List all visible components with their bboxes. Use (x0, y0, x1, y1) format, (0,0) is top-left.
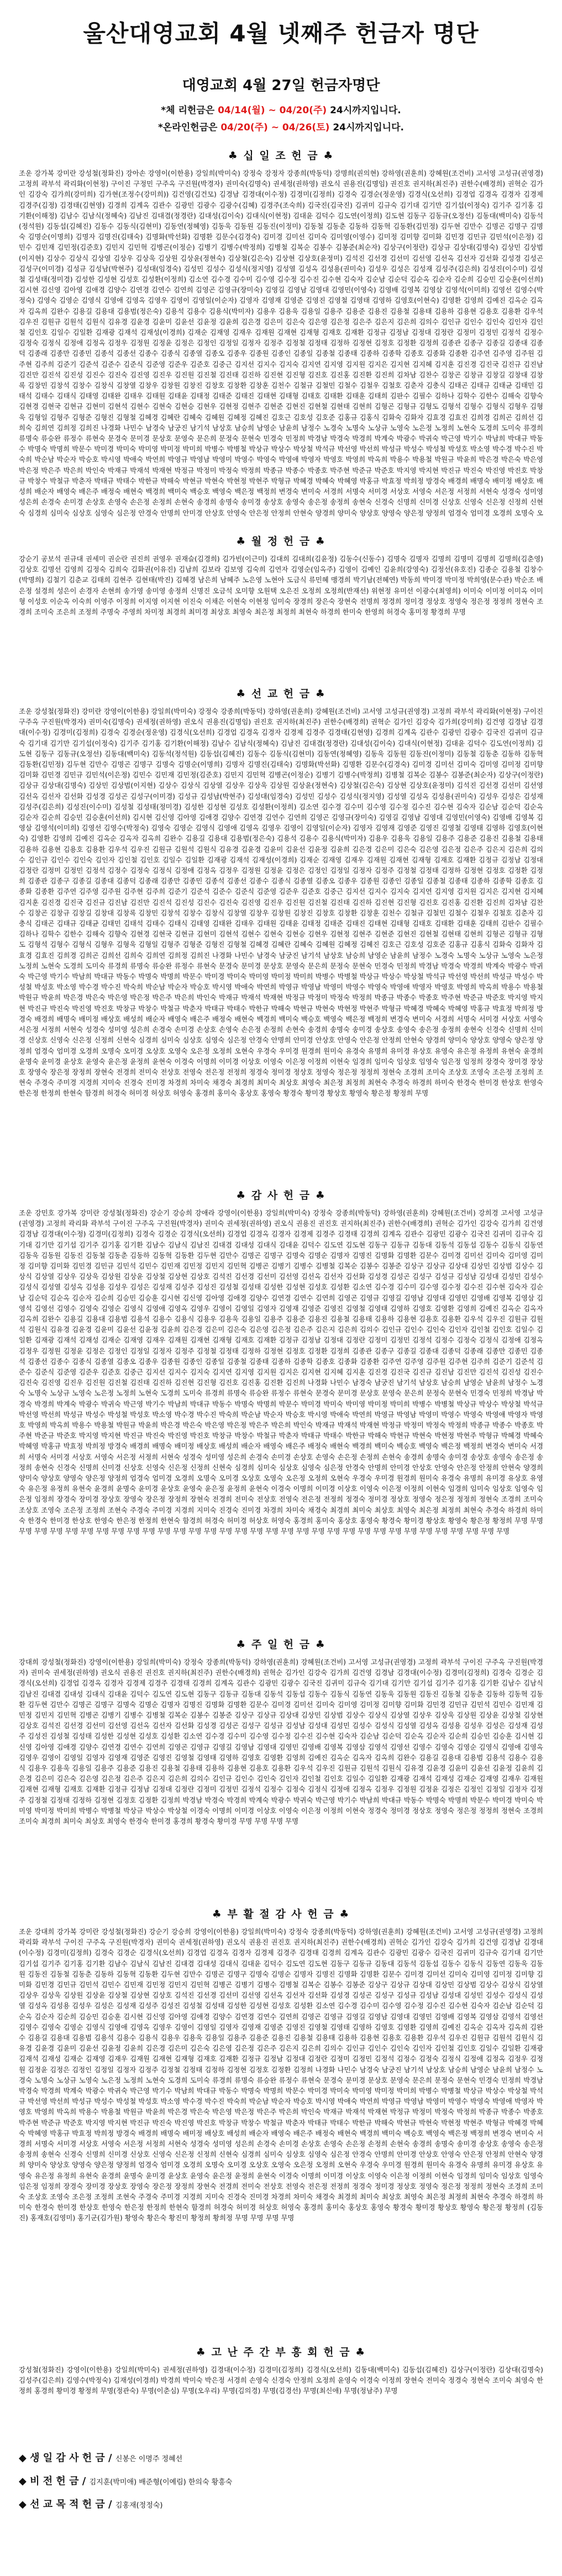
names-mission: 조운 강성철(정화진) 강미란 강영이(이한용) 강일희(박미숙) 강정숙 강종희(박동덕) 강하영(권훈희) 강혜원(조건비) 고서영 고성규(권영경) 고정희 곽부석 곽리화(이현정) 구이진 구주옥 구진원(박경자) 권미숙(김명숙) 권세정(권하영) 권오식 권용진(김명임) 권진호 권지하(최진주) 권한수(배경희) 권혁순 김가인 김강숙 김가희(강미희) 김건영 김경남 김경대(이수정) 김경미(김정희) 김경숙 김경순(정운영) 김경식(오선희) 김경업 김경옥 김경자 김경제 김경주 김경태(김현영) 김경희 김계옥 김관수 김광민 김광수 김국진 김귀미 김규숙 김기대 김기만 김기섭(이정숙) 김기주 김기홍 김기환(이해정) 김남수 김남식(정혜숙) 김남진 김대겸(정경란) 김대성(김이숙) 김대식(이현정) 김대윤 김덕수 김도연(이정희) 김도현 김동구 김동규(오정선) 김동대(백미숙) 김동석(정석원) 김동섭(김혜진) 김동수 김동식(김현미) 김동연(정혜영) 김동욱 김동원 김동진(이정미) 김동철 김동춘 김동하 김동혁 김동환(김민정) 김두현 김만수 김명곤 김명구 김명숙 김명순(이명희) 김명자 김명진(김태숙) 김명화(박선화) 김명환 김문수(김경숙) 김미경 김미선 김미숙 김미영 김미정 김미향 김미화 김민경 김민규 김민석(이은정) 김민수 김민재 김민정(김준호) 김민지 김민혁 김병곤(이정순) 김병기 김병수(박정희) 김병철 김복순 김봉수 김봉준(최순자) 김상구(이정란) 김상규 김상대(김명숙) 김상민 김상범(이지현) 김상수 김상식 김상열 김상우 김상욱 김상원 김상윤(정현숙) 김상철(김은숙) 김상현 김상호(윤정미) 김석진 김선경 김선미 김선영 김선옥 김선자 김선화 김성경 김성곤 김성구(이미경) 김성규 김성남(박현주) 김성대(임경숙) 김성민 김성수 김성식(정지영) 김성열 김성옥 김성용(권미숙) 김성우 김성은 김성재 김성주(김은희) 김성진(이수미) 김성철 김성태(정미경) 김성한 김성현 김성호 김성환(이정희) 김소연 김수경 김수미 김수영 김수정 김수진 김수현 김숙자 김순남 김순덕 김순옥 김순자 김순희 김승민 김승훈(이선희) 김시현 김신영 김아영 김애경 김양수 김연경 김연수 김연희 김영곤 김영규(장미숙) 김영길 김영남 김영대 김영민(이영숙) 김영배 김영복 김영삼 김영석(이미희) 김영선 김영수(박정숙) 김영숙 김영순 김영식 김영애 김영옥 김영우 김영이 김영일(이순자) 김영자 김영재 김영준 김영진 김영철 김영태 김영하 김영호(이현숙) 김영환 김영희 김예진 김옥순 김옥자 김옥희 김완수 김용길 김용대 김용범(정은숙) 김용석 김용수 김용식(박미자) 김용우 김용욱 김용일 김용주 김용준 김용진 김용철 김용태 김용하 김용현 김용호 김용환 김우석 김우진 김원규 김원석 김원식 김유경 김윤경 김윤미 김윤선 김윤정 김윤희 김은경 김은미 김은숙 김은영 김은정 김은주 김은지 김은희 김의수 김인규 김인수 김인숙 김인자 김인철 김인호 김일수 김일환 김재광 김재석 김재성(이경희) 김재순 김재영 김재우 김재원 김재현 김재형 김재호 김재환 김정규 김정남 김정대 김정란 김정미 김정민 김정석 김정수 김정숙 김정식 김정애 김정옥 김정우 김정원 김정윤 김정은 김정인 김정일 김정자 김정주 김정철 김정태 김정하 김정현 김정호 김정환 김정희 김종관 김종구 김종길 김종대 김종덕 김종래 김종만 김종민 김종석 김종선 김종수 김종식 김종열 김종오 김종우 김종원 김종인 김종일 김종철 김종태 김종하 김종학 김종호 김종화 김종환 김주연 김주영 김주원 김주현 김주희 김준기 김준석 김준수 김준식 김준영 김준우 김준호 김중근 김지선 김지수 김지숙 김지연 김지영 김지원 김지은 김지현 김지혜 김지훈 김진경 김진국 김진규 김진남 김진만 김진석 김진성 김진수 김진숙 김진영 김진우 김진원 김진철 김진태 김진하 김진현 김진형 김진호 김진홍 김진환 김진희 김차남 김찬수 김창곤 김창규 김창길 김창대 김창록 김창민 김창석 김창수 김창식 김창열 김창우 김창원 김창진 김창호 김창환 김창훈 김천수 김철규 김철민 김철수 김철우 김철호 김춘자 김충식 김태곤 김태규 김태균 김태민 김태석 김태수 김태식 김태영 김태완 김태우 김태원 김태윤 김태정 김태준 김태진 김태현 김태형 김태호 김태환 김태훈 김태희 김판수 김필수 김하나 김학수 김한수 김해숙 김향숙 김현경 김현국 김현규 김현미 김현석 김현수 김현숙 김현승 김현우 김현정 김현주 김현준 김현진 김현철 김현태 김현희 김형곤 김형규 김형도 김형석 김형수 김형식 김형우 김형욱 김형일 김형주 김형준 김형진 김형철 김혜경 김혜란 김혜숙 김혜원 김혜정 김혜진 김호근 김호성 김호준 김홍규 김홍식 김화숙 김화자 김효경 김효진 김희경 김희곤 김희선 김희숙 김희연 김희정 김희진 나경화 나민수 남경숙 남궁진 남기석 남상호 남승희 남영순 남윤희 남정수 노경숙 노명숙 노상규 노영숙 노은정 노정희 노현숙 도경희 도미숙 류경희 류명숙 류승완 류정수 류현숙 문경숙 문미경 문상호 문영숙 문은희 문정숙 문현숙 민경숙 민정희 박경남 박경숙 박경희 박계숙 박광수 박귀숙 박근영 박기수 박남희 박대규 박동수 박명숙 박명희 박문수 박미경 박미숙 박미영 박미정 박미희 박병수 박병철 박상규 박상수 박상철 박석규 박선영 박선희 박성규 박성수 박성철 박성호 박소영 박수경 박수진 박숙희 박순남 박순자 박승호 박시영 박애숙 박연희 박영규 박영남 박영미 박영수 박영숙 박영애 박영자 박영호 박영희 박옥희 박용수 박용철 박원규 박윤희 박은경 박은숙 박은영 박은정 박은주 박은희 박인숙 박재규 박재석 박재현 박정규 박정미 박정숙 박정희 박종규 박종수 박종호 박주현 박준규 박준호 박지영 박지현 박진규 박진숙 박진영 박진호 박창규 박창수 박철규 박춘자 박태규 박태수 박한규 박해숙 박현규 박현숙 박현정 박현주 박형규 박혜경 박혜숙 박혜영 박홍규 박효정 박희정 방경숙 배경희 배명숙 배미정 배상호 배성희 배순자 배영숙 배은주 배정숙 배현숙 백경희 백미숙 백승호 백영숙 백은정 백정희 변경숙 변미숙 서경희 서명숙 서미경 서상호 서영숙 서은정 서정희 서현숙 성경숙 성미영 성은희 손경숙 손미경 손상호 손영숙 손은정 손정희 손현숙 송경희 송명숙 송미경 송상호 송영숙 송은정 송정희 송현숙 신경숙 신명희 신미경 신상호 신영숙 신은정 신정희 신현숙 심경희 심미숙 심상호 심영숙 심은정 안경숙 안명희 안미경 안상호 안영숙 안은정 안정희 안현숙 양경희 양미숙 양상호 양영숙 양은정 양정희 엄경숙 엄미경 오경희 오명숙 오미경 오상호 오영숙 오은정 오정희 오현숙 우경숙 우미경 원경희 원미숙 유경숙 유명희 유미경 유상호 유영숙 유은정 유정희 유현숙 윤경희 윤명숙 윤미경 윤상호 윤영숙 윤은정 윤정희 윤현숙 이경숙 이명희 이미경 이상호 이영숙 이은정 이정희 이현숙 임경희 임미숙 임상호 임영숙 임은정 임정희 장경숙 장미경 장상호 장영숙 장은정 장정희 장현숙 전경희 전미숙 전상호 전영숙 전은정 전정희 정경숙 정미경 정상호 정영숙 정은정 정정희 정현숙 조경희 조미숙 조상호 조영숙 조은정 조정희 조현숙 주경숙 주미경 지경희 지미숙 진경숙 진미경 차경희 차미숙 채경숙 최경희 최미숙 최상호 최영숙 최은정 최정희 최현숙 추경숙 하경희 하미숙 한경숙 한미경 한상호 한영숙 한은정 한정희 한현숙 함경희 허경숙 허미경 허상호 허영숙 홍경희 홍미숙 홍상호 홍영숙 황경숙 황미경 황상호 황영숙 황은정 황정희 무명 (19, 707, 543, 1098)
section-title-monthly: ♣ 월 정 헌 금 ♣ (236, 535, 326, 547)
names-sunday: 강대희 강성철(정화진) 강영이(이한용) 강일희(박미숙) 강정숙 강종희(박동덕) 강하영(권훈희) 강혜원(조건비) 고서영 고성규(권영경) 고정희 곽부석 구이진 구주옥 구진원(박경자) 권미숙 권세정(권하영) 권오식 권용진 권진호 권지하(최진주) 권한수(배경희) 권혁순 김가인 김강숙 김가희 김건영 김경남 김경대(이수정) 김경미(김정희) 김경숙 김경순 김경식(오선희) 김경업 김경옥 김경자 김경제 김경주 김경태 김경희 김계옥 김관수 김광민 김광수 김국진 김귀미 김규숙 김기대 김기만 김기섭 김기주 김기홍 김기환 김남수 김남식 김남진 김대겸 김대성 김대식 김대윤 김덕수 김도연 김도현 김동구 김동규 김동대 김동석 김동섭 김동수 김동식 김동연 김동욱 김동원 김동진 김동철 김동춘 김동하 김동혁 김동환 김두현 김만수 김명곤 김명구 김명숙 김명순 김명자 김명진 김명화 김명환 김문수 김미경 김미선 김미숙 김미영 김미정 김미향 김미화 김민경 김민규 김민석 김민수 김민재 김민정 김민지 김민혁 김병곤 김병기 김병수 김병철 김복순 김봉수 김봉준 김상구 김상규 김상대 김상민 김상범 김상수 김상식 김상열 김상우 김상욱 김상원 김상윤 김상철 김상현 김상호 김석진 김선경 김선미 김선영 김선옥 김선자 김선화 김성경 김성곤 김성구 김성규 김성남 김성대 김성민 김성수 김성식 김성열 김성옥 김성용 김성우 김성은 김성재 김성주 김성진 김성철 김성태 김성한 김성현 김성호 김성환 김소연 김수경 김수미 김수영 김수정 김수진 김수현 김숙자 김순남 김순덕 김순옥 김순자 김순희 김승민 김승훈 김시현 김신영 김아영 김애경 김양수 김연경 김연수 김연희 김영곤 김영규 김영길 김영남 김영대 김영민 김영배 김영복 김영삼 김영석 김영선 김영수 김영숙 김영순 김영식 김영애 김영옥 김영우 김영이 김영일 김영자 김영재 김영준 김영진 김영철 김영태 김영하 김영호 김영환 김영희 김예진 김옥순 김옥자 김옥희 김완수 김용길 김용대 김용범 김용석 김용수 김용식 김용우 김용욱 김용일 김용주 김용준 김용진 김용철 김용태 김용하 김용현 김용호 김용환 김우석 김우진 김원규 김원석 김원식 김유경 김윤경 김윤미 김윤선 김윤정 김윤희 김은경 김은미 김은숙 김은영 김은정 김은주 김은지 김은희 김의수 김인규 김인수 김인숙 김인자 김인철 김인호 김일수 김일환 김재광 김재석 김재성 김재순 김재영 김재우 김재원 김재현 김재형 김재호 김재환 김정규 김정남 김정대 김정란 김정미 김정민 김정석 김정수 김정숙 김정식 김정애 김정옥 김정우 김정원 김정윤 김정은 김정인 김정일 김정자 김정주 김정철 김정태 김정하 김정현 김정호 김정환 김정희 박경남 박경숙 박경희 박계숙 박광수 박귀숙 박근영 박기수 박남희 박대규 박동수 박명숙 박명희 박문수 박미경 박미숙 박미영 박미정 박미희 박병수 박병철 박상규 박상수 박상철 이경숙 이명희 이미경 이상호 이영숙 이은정 이정희 이현숙 정경숙 정미경 정상호 정영숙 정은정 정정희 정현숙 조경희 조미숙 최경희 최미숙 최상호 최영숙 한경숙 한미경 홍경희 황경숙 황미경 무명 무명 무명 무명 (19, 1658, 543, 1826)
period-online-line (19, 119, 543, 133)
birthday-offering-line (19, 2450, 543, 2464)
section-monthly (19, 533, 543, 671)
section-easter (19, 1906, 543, 2330)
section-thanksgiving (19, 1187, 543, 1622)
period-print-range: 04/14(월) ~ 04/20(주) (218, 105, 327, 116)
birthday-offering-names: 신봉은 이명주 정혜선 (115, 2455, 183, 2463)
birthday-offering-label: ◆ 생 일 감 사 헌 금 / (19, 2452, 112, 2464)
names-monthly: 강순기 공보석 권규대 권세미 권순란 권진희 권영우 권재슬(김경희) 김가빈(이근미) 김대희 김대희(김윤정) 김동수(신동수) 김명숙 김명자 김명희 김명미 김명희 김명희(김춘영) 김상호 김명선 김영희 김정숙 김희숙 김화권(이유진) 김남희 김보라 김보영 김숙희 김연자 김영순(임옥주) 김영이 김예인 김윤희(강영숙) 김정선(유호진) 김종순 김용철 김창수(박명희) 김철기 김춘교 김태희 김현주 김현태(박진) 김혜경 남은희 남혜주 노은영 노현아 도금식 류민혜 맹경희 박기남(전혜연) 박동희 박미경 박미정 박희영(문수관) 박순조 배은정 설경희 성은이 손경자 손현희 송가영 송미영 송정희 신명진 오금석 오미향 오원택 오은진 오정희 오정희(반재선) 위현정 유미선 이광수(최영희) 이미숙 이미정 이미옥 이미형 이성호 이순옥 이숙희 이영주 이정희 이지영 이지현 이진숙 이채은 이현숙 이현정 임미숙 장경희 장은숙 장현숙 전명희 정경희 정미경 정상호 정영숙 정은정 정정희 정현숙 조경희 조미숙 조은희 조정희 주명숙 주영희 차미정 최경희 최미경 최상호 최영숙 최은정 최정희 최현숙 하경희 한미숙 한영희 허경숙 홍미정 황경희 무명 (19, 555, 543, 617)
section-title-easter: ♣ 부 활 절 감 사 헌 금 ♣ (212, 1908, 350, 1920)
mission-purpose-offering-line (19, 2496, 543, 2511)
section-mission (19, 686, 543, 1173)
period-online-prefix: *온라인헌금은 (158, 122, 221, 133)
spacer (19, 56, 543, 67)
vision-offering-line (19, 2473, 543, 2488)
section-sunday (19, 1636, 543, 1892)
period-online-range: 04/20(주) ~ 04/26(토) (220, 122, 330, 133)
section-title-sunday: ♣ 주 일 헌 금 ♣ (236, 1639, 326, 1651)
mission-purpose-offering-label: ◆ 선 교 목 적 헌 금 / (19, 2499, 112, 2510)
footer-offerings (19, 2450, 543, 2511)
section-title-mission: ♣ 선 교 헌 금 ♣ (236, 688, 326, 700)
mission-purpose-offering-names: 김홍재(정정숙) (115, 2501, 163, 2510)
section-title-thanksgiving: ♣ 감 사 헌 금 ♣ (236, 1189, 326, 1202)
section-tithe (19, 147, 543, 519)
period-online-suffix: 24시까지입니다. (329, 122, 404, 133)
page-subtitle: 대영교회 4월 27일 헌금자명단 (182, 77, 380, 94)
section-passion-revival (19, 2344, 543, 2428)
names-easter: 조운 강대희 강가복 강미란 강성철(정화진) 강순기 강승희 강영이(이한용) 강일희(박미숙) 강정숙 강종희(박동덕) 강하영(권훈희) 강혜원(조건비) 고서영 고성규(권영경) 고정희 곽리화 곽부석 구이진 구주옥 구진원(박경자) 권미숙 권세정(권하영) 권오식 권용진 권진호 권지하(최진주) 권한수(배경희) 권혁순 김가인 김강숙 김가희 김건영 김경남 김경대(이수정) 김경미(김정희) 김경숙 김경순 김경식(오선희) 김경업 김경옥 김경자 김경제 김경주 김경태 김경희 김계옥 김관수 김광민 김광수 김국진 김귀미 김규숙 김기대 김기만 김기섭 김기주 김기홍 김기환 김남수 김남식 김남진 김대겸 김대성 김대식 김대윤 김덕수 김도연 김도현 김동구 김동규 김동대 김동석 김동섭 김동수 김동식 김동연 김동욱 김동원 김동진 김동철 김동춘 김동하 김동혁 김동환 김두현 김만수 김명곤 김명구 김명숙 김명순 김명자 김명진 김명화 김명환 김문수 김미경 김미선 김미숙 김미영 김미정 김미향 김미화 김민경 김민규 김민석 김민수 김민재 김민정 김민지 김민혁 김병곤 김병기 김병수 김병철 김복순 김봉수 김봉준 김상구 김상규 김상대 김상민 김상범 김상수 김상식 김상열 김상우 김상욱 김상원 김상윤 김상철 김상현 김상호 김석진 김선경 김선미 김선영 김선옥 김선자 김선화 김성경 김성곤 김성구 김성규 김성남 김성대 김성민 김성수 김성식 김성열 김성옥 김성용 김성우 김성은 김성재 김성주 김성진 김성철 김성태 김성한 김성현 김성호 김성환 김소연 김수경 김수미 김수영 김수정 김수진 김수현 김숙자 김순남 김순덕 김순옥 김순자 김순희 김승민 김승훈 김시현 김신영 김아영 김애경 김양수 김연경 김연수 김연희 김영곤 김영규 김영길 김영남 김영대 김영민 김영배 김영복 김영삼 김영석 김영선 김영수 김영숙 김영순 김영식 김영애 김영옥 김영우 김영이 김영일 김영자 김영재 김영준 김영진 김영철 김영태 김영하 김영호 김영환 김영희 김예진 김옥순 김옥자 김옥희 김완수 김용길 김용대 김용범 김용석 김용수 김용식 김용우 김용욱 김용일 김용주 김용준 김용진 김용철 김용태 김용하 김용현 김용호 김용환 김우석 김우진 김원규 김원석 김원식 김유경 김윤경 김윤미 김윤선 김윤정 김윤희 김은경 김은미 김은숙 김은영 김은정 김은주 김은지 김은희 김의수 김인규 김인수 김인숙 김인자 김인철 김인호 김일수 김일환 김재광 김재석 김재성 김재순 김재영 김재우 김재원 김재현 김재형 김재호 김재환 김정규 김정남 김정대 김정란 김정미 김정민 김정석 김정수 김정숙 김정식 김정애 김정옥 김정우 김정원 김정윤 김정은 김정인 김정일 김정자 김정주 김정철 김정태 김정하 김정현 김정호 김정환 김정희 나경화 나민수 남경숙 남궁진 남기석 남상호 남승희 남영순 남윤희 남정수 노경숙 노명숙 노상규 노영숙 노은정 노정희 노현숙 도경희 도미숙 류경희 류명숙 류승완 류정수 류현숙 문경숙 문미경 문상호 문영숙 문은희 문정숙 문현숙 민경숙 민정희 박경남 박경숙 박경희 박계숙 박광수 박귀숙 박근영 박기수 박남희 박대규 박동수 박명숙 박명희 박문수 박미경 박미숙 박미영 박미정 박미희 박병수 박병철 박상규 박상수 박상철 박석규 박선영 박선희 박성규 박성수 박성철 박성호 박소영 박수경 박수진 박숙희 박순남 박순자 박승호 박시영 박애숙 박연희 박영규 박영남 박영미 박영수 박영숙 박영애 박영자 박영호 박영희 박옥희 박용수 박용철 박원규 박윤희 박은경 박은숙 박은영 박은정 박은주 박은희 박인숙 박재규 박재석 박재현 박정규 박정미 박정숙 박정희 박종규 박종수 박종호 박주현 박준규 박준호 박지영 박지현 박진규 박진숙 박진영 박진호 박창규 박창수 박철규 박춘자 박태규 박태수 박한규 박해숙 박현규 박현숙 박현정 박현주 박형규 박혜경 박혜숙 박혜영 박홍규 박효정 박희정 방경숙 배경희 배명숙 배미정 배상호 배성희 배순자 배영숙 배은주 배정숙 배현숙 백경희 백미숙 백승호 백영숙 백은정 백정희 변경숙 변미숙 서경희 서명숙 서미경 서상호 서영숙 서은정 서정희 서현숙 성경숙 성미영 성은희 손경숙 손미경 손상호 손영숙 손은정 손정희 손현숙 송경희 송명숙 송미경 송상호 송영숙 송은정 송정희 송현숙 신경숙 신명희 신미경 신상호 신영숙 신은정 신정희 신현숙 심경희 심미숙 심상호 심영숙 심은정 안경숙 안명희 안미경 안상호 안영숙 안은정 안정희 안현숙 양경희 양미숙 양상호 양영숙 양은정 양정희 엄경숙 엄미경 오경희 오명숙 오미경 오상호 오영숙 오은정 오정희 오현숙 우경숙 우미경 원경희 원미숙 유경숙 유명희 유미경 유상호 유영숙 유은정 유정희 유현숙 윤경희 윤명숙 윤미경 윤상호 윤영숙 윤은정 윤정희 윤현숙 이경숙 이명희 이미경 이상호 이영숙 이은정 이정희 이현숙 임경희 임미숙 임상호 임영숙 임은정 임정희 장경숙 장미경 장상호 장영숙 장은정 장정희 장현숙 전경희 전미숙 전상호 전영숙 전은정 전정희 정경숙 정미경 정상호 정영숙 정은정 정정희 정현숙 조경희 조미숙 조상호 조영숙 조은정 조정희 조현숙 주경숙 주미경 지경희 지미숙 진경숙 진미경 차경희 차미숙 채경숙 최경희 최미숙 최상호 최영숙 최은정 최정희 최현숙 추경숙 하경희 하미숙 한경숙 한미경 한상호 한영숙 한은정 한정희 한현숙 함경희 허경숙 허미경 허상호 허영숙 홍경희 홍미숙 홍상호 홍영숙 황경숙 황미경 황상호 황영숙 황은정 황정희 (김동진) 홍재호(김영미) 홍기군(김가원) 황영숙 황은숙 황진미 황정희 황희정 무명 무명 무명 무명 (19, 1927, 543, 2222)
names-thanksgiving: 조운 강민호 강가복 강미란 강성철(정화진) 강순기 강승희 강애라 강영이(이한용) 강일희(박미숙) 강정숙 강종희(박동덕) 강하영(권훈희) 강혜원(조건비) 강희경 고서영 고성규(권영경) 고정희 곽리화 곽부석 구이진 구주옥 구진원(박경자) 권미숙 권세정(권하영) 권오식 권용진 권진호 권지하(최진주) 권한수(배경희) 권혁순 김가인 김강숙 김가희 김건영 김경남 김경대(이수정) 김경미(김정희) 김경숙 김경순 김경식(오선희) 김경업 김경옥 김경자 김경제 김경주 김경태 김경희 김계옥 김관수 김광민 김광수 김국진 김귀미 김규숙 김기대 김기만 김기섭 김기주 김기홍 김기환 김남수 김남식 김남진 김대겸 김대성 김대식 김대윤 김덕수 김도연 김도현 김동구 김동규 김동대 김동석 김동섭 김동수 김동식 김동연 김동욱 김동원 김동진 김동철 김동춘 김동하 김동혁 김동환 김두현 김만수 김명곤 김명구 김명숙 김명순 김명자 김명진 김명화 김명환 김문수 김미경 김미선 김미숙 김미영 김미정 김미향 김미화 김민경 김민규 김민석 김민수 김민재 김민정 김민지 김민혁 김병곤 김병기 김병수 김병철 김복순 김봉수 김봉준 김상구 김상규 김상대 김상민 김상범 김상수 김상식 김상열 김상우 김상욱 김상원 김상윤 김상철 김상현 김상호 김석진 김선경 김선미 김선영 김선옥 김선자 김선화 김성경 김성곤 김성구 김성규 김성남 김성대 김성민 김성수 김성식 김성열 김성옥 김성용 김성우 김성은 김성재 김성주 김성진 김성철 김성태 김성한 김성현 김성호 김성환 김소연 김수경 김수미 김수영 김수정 김수진 김수현 김숙자 김순남 김순덕 김순옥 김순자 김순희 김승민 김승훈 김시현 김신영 김아영 김애경 김양수 김연경 김연수 김연희 김영곤 김영규 김영길 김영남 김영대 김영민 김영배 김영복 김영삼 김영석 김영선 김영수 김영숙 김영순 김영식 김영애 김영옥 김영우 김영이 김영일 김영자 김영재 김영준 김영진 김영철 김영태 김영하 김영호 김영환 김영희 김예진 김옥순 김옥자 김옥희 김완수 김용길 김용대 김용범 김용석 김용수 김용식 김용우 김용욱 김용일 김용주 김용준 김용진 김용철 김용태 김용하 김용현 김용호 김용환 김우석 김우진 김원규 김원석 김원식 김유경 김윤경 김윤미 김윤선 김윤정 김윤희 김은경 김은미 김은숙 김은영 김은정 김은주 김은지 김은희 김의수 김인규 김인수 김인숙 김인자 김인철 김인호 김일수 김일환 김재광 김재석 김재성 김재순 김재영 김재우 김재원 김재현 김재형 김재호 김재환 김정규 김정남 김정대 김정란 김정미 김정민 김정석 김정수 김정숙 김정식 김정애 김정옥 김정우 김정원 김정윤 김정은 김정인 김정일 김정자 김정주 김정철 김정태 김정하 김정현 김정호 김정환 김정희 김종관 김종구 김종길 김종대 김종덕 김종래 김종만 김종민 김종석 김종선 김종수 김종식 김종열 김종오 김종우 김종원 김종인 김종일 김종철 김종태 김종하 김종학 김종호 김종화 김종환 김주연 김주영 김주원 김주현 김주희 김준기 김준석 김준수 김준식 김준영 김준우 김준호 김중근 김지선 김지수 김지숙 김지연 김지영 김지원 김지은 김지현 김지혜 김지훈 김진경 김진국 김진규 김진남 김진만 김진석 김진성 김진수 김진숙 김진영 김진우 김진원 김진철 김진태 김진하 김진현 김진형 김진호 김진홍 김진환 김진희 나경화 나민수 남경숙 남궁진 남기석 남상호 남승희 남영순 남윤희 남정수 노경숙 노명숙 노상규 노영숙 노은정 노정희 노현숙 도경희 도미숙 류경희 류명숙 류승완 류정수 류현숙 문경숙 문미경 문상호 문영숙 문은희 문정숙 문현숙 민경숙 민정희 박경남 박경숙 박경희 박계숙 박광수 박귀숙 박근영 박기수 박남희 박대규 박동수 박명숙 박명희 박문수 박미경 박미숙 박미영 박미정 박미희 박병수 박병철 박상규 박상수 박상철 박석규 박선영 박선희 박성규 박성수 박성철 박성호 박소영 박수경 박수진 박숙희 박순남 박순자 박승호 박시영 박애숙 박연희 박영규 박영남 박영미 박영수 박영숙 박영애 박영자 박영호 박영희 박옥희 박용수 박용철 박원규 박윤희 박은경 박은숙 박은영 박은정 박은주 박은희 박인숙 박재규 박재석 박재현 박정규 박정미 박정숙 박정희 박종규 박종수 박종호 박주현 박준규 박준호 박지영 박지현 박진규 박진숙 박진영 박진호 박창규 박창수 박철규 박춘자 박태규 박태수 박한규 박해숙 박현규 박현숙 박현정 박현주 박형규 박혜경 박혜숙 박혜영 박홍규 박효정 박희정 방경숙 배경희 배명숙 배미정 배상호 배성희 배순자 배영숙 배은주 배정숙 배현숙 백경희 백미숙 백승호 백영숙 백은정 백정희 변경숙 변미숙 서경희 서명숙 서미경 서상호 서영숙 서은정 서정희 서현숙 성경숙 성미영 성은희 손경숙 손미경 손상호 손영숙 손은정 손정희 손현숙 송경희 송명숙 송미경 송상호 송영숙 송은정 송정희 송현숙 신경숙 신명희 신미경 신상호 신영숙 신은정 신정희 신현숙 심경희 심미숙 심상호 심영숙 심은정 안경숙 안명희 안미경 안상호 안영숙 안은정 안정희 안현숙 양경희 양미숙 양상호 양영숙 양은정 양정희 엄경숙 엄미경 오경희 오명숙 오미경 오상호 오영숙 오은정 오정희 오현숙 우경숙 우미경 원경희 원미숙 유경숙 유명희 유미경 유상호 유영숙 유은정 유정희 유현숙 윤경희 윤명숙 윤미경 윤상호 윤영숙 윤은정 윤정희 윤현숙 이경숙 이명희 이미경 이상호 이영숙 이은정 이정희 이현숙 임경희 임미숙 임상호 임영숙 임은정 임정희 장경숙 장미경 장상호 장영숙 장은정 장정희 장현숙 전경희 전미숙 전상호 전영숙 전은정 전정희 정경숙 정미경 정상호 정영숙 정은정 정정희 정현숙 조경희 조미숙 조상호 조영숙 조은정 조정희 조현숙 주경숙 주미경 지경희 지미숙 진경숙 진미경 차경희 차미숙 채경숙 최경희 최미숙 최상호 최영숙 최은정 최정희 최현숙 추경숙 하경희 하미숙 한경숙 한미경 한상호 한영숙 한은정 한정희 한현숙 함경희 허경숙 허미경 허상호 허영숙 홍경희 홍미숙 홍상호 홍영숙 황경숙 황미경 황상호 황영숙 황은정 황정희 무명 무명 무명 무명 무명 무명 무명 무명 무명 무명 무명 무명 무명 무명 무명 무명 무명 무명 무명 무명 무명 무명 무명 무명 무명 무명 무명 무명 무명 무명 무명 무명 무명 무명 (19, 1209, 543, 1536)
section-title-tithe: ♣ 십 일 조 헌 금 ♣ (228, 150, 334, 162)
vision-offering-label: ◆ 비 전 헌 금 / (19, 2475, 86, 2487)
names-passion-revival: 강성철(정화진) 강영이(이한용) 강일희(박미숙) 권세정(권하영) 김경대(이수정) 김경미(김정희) 김경식(오선희) 김동대(백미숙) 김동섭(김혜진) 김상구(이정란) 김상대(김명숙) 김성주(김은희) 김영수(박정숙) 김재성(이경희) 박경희 박미숙 박은정 서경희 손영숙 신경숙 안정희 오정희 윤영숙 이경숙 이정희 장현숙 전미숙 정경숙 정현숙 조미숙 최영숙 한정희 홍경희 황미경 황정희 무명(정관숙) 무명(이춘심) 무명(오우리) 무명(김의경) 무명(김경선) 무명(최신애) 무명(정남주) 무명 (19, 2366, 543, 2395)
period-print-line (19, 102, 543, 116)
section-title-passion-revival: ♣ 고 난 주 간 부 흥 회 헌 금 ♣ (196, 2346, 366, 2358)
names-tithe: 조운 강가복 강미란 강성철(정화진) 강아손 강영이(이한용) 강일희(박미숙) 강정숙 강정자 강종희(박동덕) 강명희(권의현) 강하영(권훈희) 강혜원(조건비) 고서영 고성규(권영경) 고정희 곽부석 곽리화(이현정) 구이진 구정민 구주옥 구진원(박경자) 권미숙(김명숙) 권세정(권하영) 권오식 권용진(김명임) 권진호 권지하(최진주) 권한수(배경희) 권혁순 김가인 김강숙 김가희(강미희) 김가현(조정수(강미희)) 김건영(김건모) 김경남 김경대(이수정) 김경미(김정희) 김경숙 김경순(정운영) 김경식(오선희) 김경업 김경옥 김경자 김경제 김경주(김정) 김경태(김현영) 김경희 김계옥 김관수 김광민 김광수 김광수(김혜) 김경주(조숙희) 김국진(김국진) 김귀미 김규숙 김기대 김기만 김기섭(이정숙) 김기주 김기홍 김기환(이해정) 김남수 김남식(정혜숙) 김남진 김대겸(정경란) 김대성(김이숙) 김대식(이현정) 김대윤 김덕수 김도연(이정희) 김도현 김동구 김동규(오정선) 김동대(백미숙) 김동석(정석원) 김동섭(김혜진) 김동수 김동식(김현미) 김동연(정혜영) 김동욱 김동원 김동진(이정미) 김동철 김동춘 김동하 김동혁 김동환(김민정) 김두현 김만수 김명곤 김명구 김명숙 김명순(이명희) 김명자 김명진(김태숙) 김명화(박선화) 김명환 김문수(김경숙) 김미경 김미선 김미숙 김미영(이영수) 김미정 김미향 김미화 김민경 김민규 김민석(이은정) 김민수 김민재 김민정(김준호) 김민지 김민혁 김병곤(이정순) 김병기 김병수(박정희) 김병철 김복순 김봉수 김봉준(최순자) 김상구(이정란) 김상규 김상대(김명숙) 김상민 김상범(이지현) 김상수 김상식 김상열 김상우 김상욱 김상원 김상윤(정현숙) 김상철(김은숙) 김상현 김상호(윤정미) 김석진 김선경 김선미 김선영 김선옥 김선자 김선화 김성경 김성곤 김성구(이미경) 김성규 김성남(박현주) 김성대(임경숙) 김성민 김성수 김성식(정지영) 김성열 김성옥 김성용(권미숙) 김성우 김성은 김성재 김성주(김은희) 김성진(이수미) 김성철 김성태(정미경) 김성한 김성현 김성호 김성환(이정희) 김소연 김수경 김수미 김수영 김수정 김수진 김수현 김숙자 김순남 김순덕 김순옥 김순자 김순희 김승민 김승훈(이선희) 김시현 김신영 김아영 김애경 김양수 김연경 김연수 김연희 김영곤 김영규(장미숙) 김영길 김영남 김영대 김영민(이영숙) 김영배 김영복 김영삼 김영석(이미희) 김영선 김영수(박정숙) 김영숙 김영순 김영식 김영애 김영옥 김영우 김영이 김영일(이순자) 김영자 김영재 김영준 김영진 김영철 김영태 김영하 김영호(이현숙) 김영환 김영희 김예진 김옥순 김옥자 김옥희 김완수 김용길 김용대 김용범(정은숙) 김용석 김용수 김용식(박미자) 김용우 김용욱 김용일 김용주 김용준 김용진 김용철 김용태 김용하 김용현 김용호 김용환 김우석 김우진 김원규 김원석 김원식 김유경 김윤경 김윤미 김윤선 김윤정 김윤희 김은경 김은미 김은숙 김은영 김은정 김은주 김은지 김은희 김의수 김인규 김인수 김인숙 김인자 김인철 김인호 김일수 김일환 김재광 김재석 김재성(이경희) 김재순 김재영 김재우 김재원 김재현 김재형 김재호 김재환 김정규 김정남 김정대 김정란 김정미 김정민 김정석 김정수 김정숙 김정식 김정애 김정옥 김정우 김정원 김정윤 김정은 김정인 김정일 김정자 김정주 김정철 김정태 김정하 김정현 김정호 김정환 김정희 김종관 김종구 김종길 김종대 김종덕 김종래 김종만 김종민 김종석 김종선 김종수 김종식 김종열 김종오 김종우 김종원 김종인 김종일 김종철 김종태 김종하 김종학 김종호 김종화 김종환 김주연 김주영 김주원 김주현 김주희 김준기 김준석 김준수 김준식 김준영 김준우 김준호 김중근 김지선 김지수 김지숙 김지연 김지영 김지원 김지은 김지현 김지혜 김지훈 김진경 김진국 김진규 김진남 김진만 김진석 김진성 김진수 김진숙 김진영 김진우 김진원 김진철 김진태 김진하 김진현 김진형 김진호 김진홍 김진환 김진희 김차남 김찬수 김창곤 김창규 김창길 김창대 김창록 김창민 김창석 김창수 김창식 김창열 김창우 김창원 김창진 김창호 김창환 김창훈 김천수 김철규 김철민 김철수 김철우 김철호 김춘자 김충식 김태곤 김태규 김태균 김태민 김태석 김태수 김태식 김태영 김태완 김태우 김태원 김태윤 김태정 김태준 김태진 김태현 김태형 김태호 김태환 김태훈 김태희 김판수 김필수 김하나 김학수 김한수 김해숙 김향숙 김현경 김현국 김현규 김현미 김현석 김현수 김현숙 김현승 김현우 김현정 김현주 김현준 김현진 김현철 김현태 김현희 김형곤 김형규 김형도 김형석 김형수 김형식 김형우 김형욱 김형일 김형주 김형준 김형진 김형철 김혜경 김혜란 김혜숙 김혜원 김혜정 김혜진 김호근 김호성 김호준 김홍규 김홍식 김화숙 김화자 김효경 김효진 김희경 김희곤 김희선 김희숙 김희연 김희정 김희진 나경화 나민수 남경숙 남궁진 남기석 남상호 남승희 남영순 남윤희 남정수 노경숙 노명숙 노상규 노영숙 노은정 노정희 노현숙 도경희 도미숙 류경희 류명숙 류승완 류정수 류현숙 문경숙 문미경 문상호 문영숙 문은희 문정숙 문현숙 민경숙 민정희 박경남 박경숙 박경희 박계숙 박광수 박귀숙 박근영 박기수 박남희 박대규 박동수 박명숙 박명희 박문수 박미경 박미숙 박미영 박미정 박미희 박병수 박병철 박상규 박상수 박상철 박석규 박선영 박선희 박성규 박성수 박성철 박성호 박소영 박수경 박수진 박숙희 박순남 박순자 박승호 박시영 박애숙 박연희 박영규 박영남 박영미 박영수 박영숙 박영애 박영자 박영호 박영희 박옥희 박용수 박용철 박원규 박윤희 박은경 박은숙 박은영 박은정 박은주 박은희 박인숙 박재규 박재석 박재현 박정규 박정미 박정숙 박정희 박종규 박종수 박종호 박주현 박준규 박준호 박지영 박지현 박진규 박진숙 박진영 박진호 박창규 박창수 박철규 박춘자 박태규 박태수 박한규 박해숙 박현규 박현숙 박현정 박현주 박형규 박혜경 박혜숙 박혜영 박홍규 박효정 박희정 방경숙 배경희 배명숙 배미정 배상호 배성희 배순자 배영숙 배은주 배정숙 배현숙 백경희 백미숙 백승호 백영숙 백은정 백정희 변경숙 변미숙 서경희 서명숙 서미경 서상호 서영숙 서은정 서정희 서현숙 성경숙 성미영 성은희 손경숙 손미경 손상호 손영숙 손은정 손정희 손현숙 송경희 송명숙 송미경 송상호 송영숙 송은정 송정희 송현숙 신경숙 신명희 신미경 신상호 신영숙 신은정 신정희 신현숙 심경희 심미숙 심상호 심영숙 심은정 안경숙 안명희 안미경 안상호 안영숙 안은정 안정희 안현숙 양경희 양미숙 양상호 양영숙 양은정 양정희 엄경숙 엄미경 오경희 오명숙 오 (19, 169, 543, 517)
vision-offering-names: 김지훈(박미애) 배준형(이예림) 한의숙 황흥숙 (89, 2478, 233, 2487)
period-print-prefix: *체 리헌금은 (161, 105, 218, 116)
page-title: 울산대영교회 4월 넷째주 헌금자 명단 (83, 20, 479, 47)
period-print-suffix: 24시까지입니다. (327, 105, 401, 116)
